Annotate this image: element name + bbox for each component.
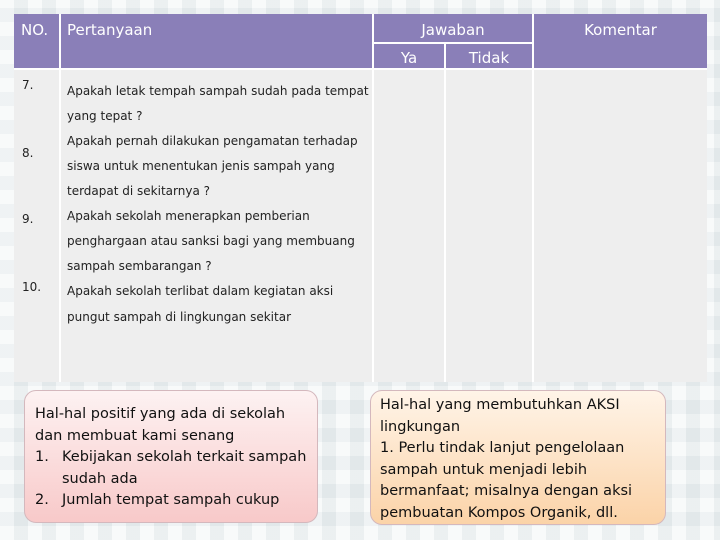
action-line: bermanfaat; misalnya dengan aksi — [380, 483, 633, 499]
list-item-text: Jumlah tempat sampah cukup — [62, 492, 280, 508]
header-ya — [374, 44, 446, 70]
row-number-9: 9. — [22, 212, 34, 226]
header-tidak — [446, 44, 534, 70]
question-line: sampah sembarangan ? — [67, 259, 212, 273]
header-komentar — [534, 14, 707, 70]
header-no-label: NO. — [21, 21, 49, 39]
positive-points-box — [24, 390, 318, 523]
column-ya — [374, 70, 446, 382]
question-line: Apakah pernah dilakukan pengamatan terhadap — [67, 134, 358, 148]
action-line: lingkungan — [380, 418, 461, 435]
header-tidak-label: Tidak — [468, 49, 510, 67]
question-line: yang tepat ? — [67, 109, 143, 123]
header-ya-label: Ya — [400, 49, 418, 67]
question-line: siswa untuk menentukan jenis sampah yang — [67, 159, 335, 173]
list-item-text: Kebijakan sekolah terkait sampah — [62, 449, 307, 465]
positive-list — [35, 447, 309, 512]
action-line: Hal-hal yang membutuhkan AKSI — [380, 397, 620, 413]
column-tidak — [446, 70, 534, 382]
question-line: penghargaan atau sanksi bagi yang membuang — [67, 234, 355, 248]
header-komentar-label: Komentar — [584, 21, 657, 39]
list-item — [35, 490, 309, 512]
column-no — [14, 70, 61, 382]
row-number-10: 10. — [22, 280, 42, 294]
positive-intro-line: dan membuat kami senang — [35, 427, 235, 444]
positive-intro-line: Hal-hal positif yang ada di sekolah — [35, 406, 286, 422]
question-line: terdapat di sekitarnya ? — [67, 184, 210, 198]
action-needed-box — [370, 390, 666, 525]
question-line: Apakah letak tempah sampah sudah pada tempat — [67, 84, 369, 98]
header-pertanyaan — [61, 14, 374, 70]
list-item — [35, 447, 309, 490]
list-marker: 2. — [35, 492, 49, 508]
list-item-text: sudah ada — [62, 470, 138, 487]
header-pertanyaan-label: Pertanyaan — [67, 21, 153, 39]
question-line: pungut sampah di lingkungan sekitar — [67, 310, 292, 324]
column-komentar — [534, 70, 707, 382]
questionnaire-table — [14, 14, 707, 382]
header-jawaban — [374, 14, 534, 44]
header-no — [14, 14, 61, 70]
row-number-8: 8. — [22, 146, 34, 160]
action-line: 1. Perlu tindak lanjut pengelolaan — [380, 440, 625, 456]
header-jawaban-label: Jawaban — [421, 21, 485, 39]
question-line: Apakah sekolah menerapkan pemberian — [67, 209, 310, 223]
action-line: pembuatan Kompos Organik, dll. — [380, 504, 618, 521]
question-line: Apakah sekolah terlibat dalam kegiatan aksi — [67, 284, 334, 298]
list-marker: 1. — [35, 449, 49, 465]
row-number-7: 7. — [22, 78, 34, 92]
action-line: sampah untuk menjadi lebih — [380, 461, 588, 478]
